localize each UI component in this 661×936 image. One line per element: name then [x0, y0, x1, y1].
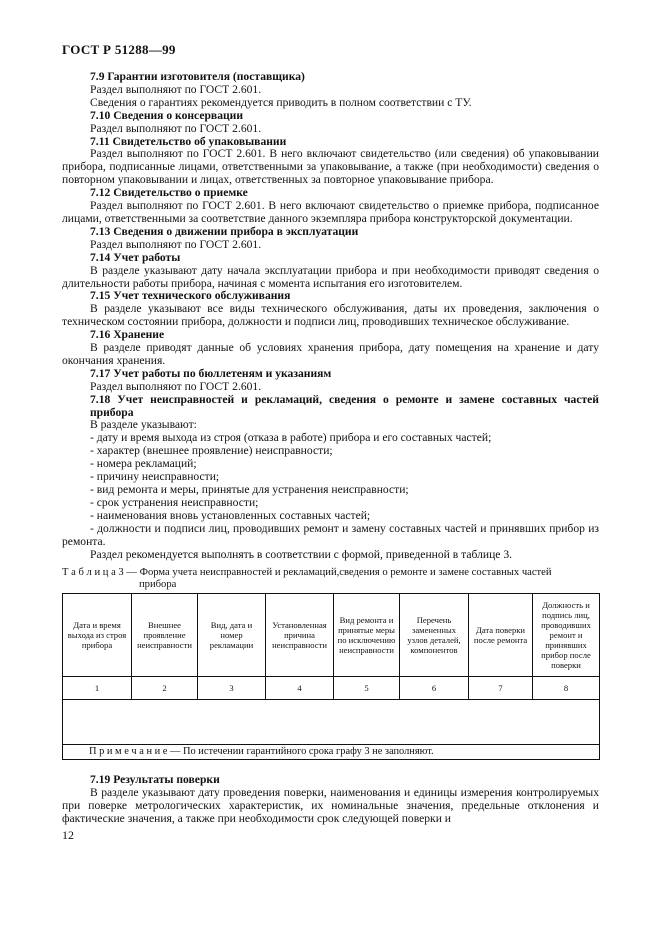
section-paragraph: В разделе приводят данные об условиях хранения прибора, дату помещения на хранение и дату окончания хранения.	[62, 341, 599, 367]
sections-container	[62, 71, 599, 561]
section-paragraph: В разделе указывают дату проведения поверки, наименования и единицы измерения контролируемых при поверке метрологических характеристик, их номинальные значения, предельные отклонения и фактические значения, а также при необходимости срок следующей поверки и	[62, 786, 599, 826]
section-block	[62, 110, 599, 136]
section-paragraph: Раздел выполняют по ГОСТ 2.601.	[90, 82, 262, 96]
section-block	[62, 368, 599, 394]
table-column-number: 3	[198, 677, 266, 700]
section-paragraph: Раздел рекомендуется выполнять в соответствии с формой, приведенной в таблице 3.	[90, 547, 513, 561]
section-heading: 7.12 Свидетельство о приемке	[90, 186, 248, 200]
section-heading: 7.11 Свидетельство об упаковывании	[90, 134, 287, 148]
section-heading: 7.18 Учет неисправностей и рекламаций, сведения о ремонте и замене составных частей прибора	[90, 392, 599, 419]
section-7-19	[62, 774, 599, 826]
section-block	[62, 187, 599, 226]
section-paragraph: - дату и время выхода из строя (отказа в работе) прибора и его составных частей;	[90, 431, 492, 445]
section-paragraph: В разделе указывают дату начала эксплуатации прибора и при необходимости приводят сведения о длительности работы прибора, начиная с момента испытания его изготовителем.	[62, 263, 599, 290]
table-column-number: 8	[533, 677, 600, 700]
table-header-cell: Должность и подпись лиц, проводивших ремонт и принявших прибор после поверки	[533, 594, 600, 677]
section-block	[62, 136, 599, 188]
table-column-number: 1	[63, 677, 132, 700]
table-note: П р и м е ч а н и е — По истечении гарантийного срока графу 3 не заполняют.	[63, 745, 600, 760]
section-heading: 7.10 Сведения о консервации	[90, 108, 244, 122]
table-header-cell: Дата поверки после ремонта	[469, 594, 533, 677]
table-blank-cell	[63, 700, 600, 745]
section-heading: 7.16 Хранение	[90, 328, 165, 342]
section-heading: 7.19 Результаты поверки	[90, 773, 220, 787]
table-column-number: 7	[469, 677, 533, 700]
table-note-row	[63, 745, 600, 760]
section-paragraph: - вид ремонта и меры, принятые для устранения неисправности;	[90, 483, 409, 496]
table-number-row	[63, 677, 600, 700]
section-heading: 7.14 Учет работы	[90, 250, 181, 264]
table-header-cell: Дата и время выхода из строя прибора	[63, 594, 132, 677]
table-column-number: 5	[334, 677, 400, 700]
section-paragraph: - наименования вновь установленных составных частей;	[90, 508, 371, 522]
section-paragraph: - причину неисправности;	[90, 470, 220, 484]
section-block	[62, 329, 599, 368]
table-column-number: 2	[132, 677, 198, 700]
section-heading: 7.13 Сведения о движении прибора в эксплуатации	[90, 224, 359, 238]
table-header-cell: Внешнее проявление неисправности	[132, 594, 198, 677]
section-paragraph: Сведения о гарантиях рекомендуется приводить в полном соответствии с ТУ.	[90, 95, 472, 109]
table-header-cell: Перечень замененных узлов деталей, компонентов	[400, 594, 469, 677]
table-header-cell: Установленная причина неисправности	[266, 594, 334, 677]
section-paragraph: Раздел выполняют по ГОСТ 2.601. В него включают свидетельство (или сведения) об упаковывании прибора, подписанные лицами, ответственными за упаковывание, а также (при необходимости) сведения о повторном упаковывании и лицах, ответственных за повторное упаковывание прибора.	[62, 147, 599, 187]
section-paragraph: В разделе указывают:	[90, 418, 197, 432]
table-title-line1: Т а б л и ц а 3 — Форма учета неисправностей и рекламаций,сведения о ремонте и замене составных частей	[62, 567, 552, 579]
section-block	[62, 226, 599, 252]
table-blank-row	[63, 700, 600, 745]
page-number: 12	[62, 828, 74, 842]
section-block	[62, 290, 599, 329]
section-paragraph: - срок устранения неисправности;	[90, 495, 259, 509]
table-header-cell: Вид ремонта и принятые меры по исключению неисправности	[334, 594, 400, 677]
table-header-cell: Вид, дата и номер рекламации	[198, 594, 266, 677]
document-body	[62, 71, 599, 826]
section-paragraph: - должности и подписи лиц, проводивших ремонт и замену составных частей и принявших прибор из ремонта.	[62, 521, 599, 548]
section-paragraph: Раздел выполняют по ГОСТ 2.601. В него включают свидетельство о приемке прибора, подписанное лицами, ответственными за соответствие данного экземпляра прибора конструкторской документации.	[62, 199, 599, 225]
section-paragraph: В разделе указывают все виды технического обслуживания, даты их проведения, заключения о техническом состоянии прибора, должности и подписи лиц, проводивших техническое обслуживание.	[62, 302, 599, 329]
section-block	[62, 394, 599, 562]
section-paragraph: - характер (внешнее проявление) неисправности;	[90, 444, 333, 458]
table-header-row	[63, 594, 600, 677]
document-header: ГОСТ Р 51288—99	[62, 42, 176, 57]
table-title	[62, 567, 599, 590]
section-heading: 7.9 Гарантии изготовителя (поставщика)	[90, 70, 305, 83]
section-paragraph: - номера рекламаций;	[90, 457, 197, 471]
section-paragraph: Раздел выполняют по ГОСТ 2.601.	[90, 121, 262, 135]
table-title-line2: прибора	[139, 578, 177, 590]
section-heading: 7.15 Учет технического обслуживания	[90, 289, 291, 303]
section-paragraph: Раздел выполняют по ГОСТ 2.601.	[90, 237, 262, 251]
table-column-number: 6	[400, 677, 469, 700]
section-block	[62, 71, 599, 110]
table-column-number: 4	[266, 677, 334, 700]
section-paragraph: Раздел выполняют по ГОСТ 2.601.	[90, 379, 262, 393]
fault-record-table	[62, 593, 600, 760]
section-block	[62, 252, 599, 291]
section-heading: 7.17 Учет работы по бюллетеням и указаниям	[90, 366, 332, 380]
